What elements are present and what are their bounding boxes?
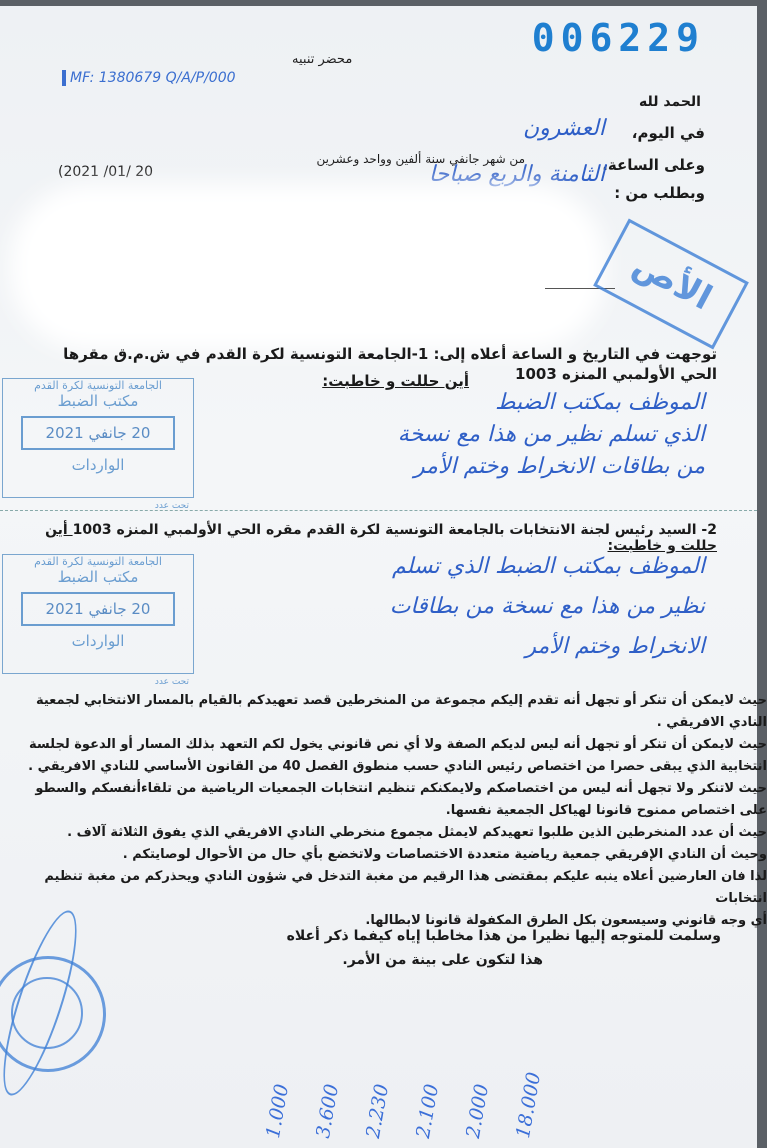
section-divider	[0, 510, 757, 511]
stamp-org: الجامعة التونسية لكرة القدم	[34, 379, 162, 392]
fee-amount: 3.600	[312, 1082, 344, 1140]
stamp-office: مكتب الضبط	[57, 392, 139, 410]
fee-amount: 1.000	[262, 1082, 294, 1140]
redacted-area	[28, 202, 588, 332]
hour-value: الثامنة والربع صباحا	[428, 162, 605, 187]
seal-center	[11, 977, 83, 1049]
document-type: محضر تنبيه	[292, 52, 353, 67]
section2-handwriting-2: نظير من هذا مع نسخة من بطاقات	[389, 594, 705, 619]
body-text	[27, 690, 767, 932]
body-paragraph: حيث لاتنكر ولا تجهل أنه ليس من اختصاصكم ولايمكنكم تنظيم انتخابات الجمعيات الرياضية من تلقاءأنفسكم والسطو على اختصاص ممنوح قانونا لهياكل الجمعية نفسها.	[35, 781, 767, 818]
closing-line-2: هذا لتكون على بينة من الأمر.	[342, 952, 543, 968]
stamp-incoming: الواردات	[71, 456, 125, 474]
day-value: العشرون	[523, 116, 605, 141]
section1-stamp	[2, 378, 194, 511]
fee-amount: 2.100	[412, 1082, 444, 1140]
body-paragraph: حيث أن عدد المنخرطين الذين طلبوا تعهيدكم لايمثل مجموع منخرطي النادي الافريقي الذي يفوق الثلاثة آلاف .	[67, 825, 767, 840]
stamp-date: 20 جانفي 2021	[21, 592, 175, 626]
body-paragraph: أي وجه قانوني وسيسعون بكل الطرق المكفولة قانونا لابطالها.	[365, 913, 767, 928]
angled-stamp: الأص	[593, 219, 749, 350]
document-page	[0, 6, 767, 1148]
stamp-number-label: تحت عدد	[154, 501, 189, 511]
praise: الحمد لله	[639, 94, 701, 110]
fee-amount: 18.000	[512, 1070, 546, 1140]
date-words: من شهر جانفي سنة ألفين وواحد وعشرين	[316, 152, 525, 166]
section1-handwriting-2: الذي تسلم نظير من هذا مع نسخة	[397, 422, 705, 447]
section1-handwriting-3: من بطاقات الانخراط وختم الأمر	[414, 454, 705, 479]
date-numeric: (2021 /01/ 20	[58, 164, 154, 180]
official-seal	[0, 956, 106, 1072]
fiscal-id: MF: 1380679 Q/A/P/000	[62, 70, 236, 86]
stamp-number-label: تحت عدد	[154, 677, 189, 687]
request-label: وبطلب من :	[614, 184, 705, 202]
section2-stamp	[2, 554, 194, 687]
stamp-date: 20 جانفي 2021	[21, 416, 175, 450]
stamp-office: مكتب الضبط	[57, 568, 139, 586]
document-number: 006229	[531, 16, 705, 60]
section2-handwriting-1: الموظف بمكتب الضبط الذي تسلم	[391, 554, 705, 579]
section2-where-label-inline: أين حللت و خاطبت:	[45, 522, 717, 554]
body-paragraph: حيث لايمكن أن تنكر أو تجهل أنه تقدم إليكم مجموعة من المنخرطين قصد تعهيدكم بالقيام بالمسار الانتخابي لجمعية النادي الافريقي .	[35, 693, 767, 730]
section1-where-label: أين حللت و خاطبت:	[322, 372, 469, 390]
section1-text: توجهت في التاريخ و الساعة أعلاه إلى: 1-الجامعة التونسية لكرة القدم في ش.م.ق مقرها الحي الأولمبي المنزه 1003	[63, 345, 717, 383]
hour-label: وعلى الساعة،	[602, 156, 705, 174]
fee-stamp-area	[212, 986, 712, 1146]
fee-amount: 2.000	[462, 1082, 494, 1140]
section2-text: 2- السيد رئيس لجنة الانتخابات بالجامعة التونسية لكرة القدم مقره الحي الأولمبي المنزه 1003 أين حللت و خاطبت:	[45, 522, 717, 554]
section1-handwriting-1: الموظف بمكتب الضبط	[495, 390, 705, 415]
fee-amount: 2.230	[362, 1082, 394, 1140]
day-label: في اليوم،	[631, 124, 705, 142]
stamp-org: الجامعة التونسية لكرة القدم	[34, 555, 162, 568]
body-paragraph: لذا فان العارضين أعلاه ينبه عليكم بمقتضى هذا الرقيم من مغبة التدخل في شؤون النادي ويحذركم من مغبة تنظيم انتخابات	[44, 869, 767, 906]
closing-line-1: وسلمت للمتوجه إليها نظيرا من هذا مخاطبا إياه كيفما ذكر أعلاه	[286, 928, 721, 944]
section2-handwriting-3: الانخراط وختم الأمر	[525, 634, 705, 659]
body-paragraph: وحيث أن النادي الإفريقي جمعية رياضية متعددة الاختصاصات ولاتخضع بأي حال من الأحوال لوصايتكم .	[122, 847, 767, 862]
body-paragraph: حيث لايمكن أن تنكر أو تجهل أنه ليس لديكم الصفة ولا أي نص قانوني يخول لكم التعهد بذلك المسار أو الدعوة لجلسة انتخابية الذي يبقى حصرا من اختصاص رئيس النادي حسب منطوق الفصل 40 من القانون الأساسي للنادي الافريقي .	[28, 737, 767, 774]
stamp-incoming: الواردات	[71, 632, 125, 650]
